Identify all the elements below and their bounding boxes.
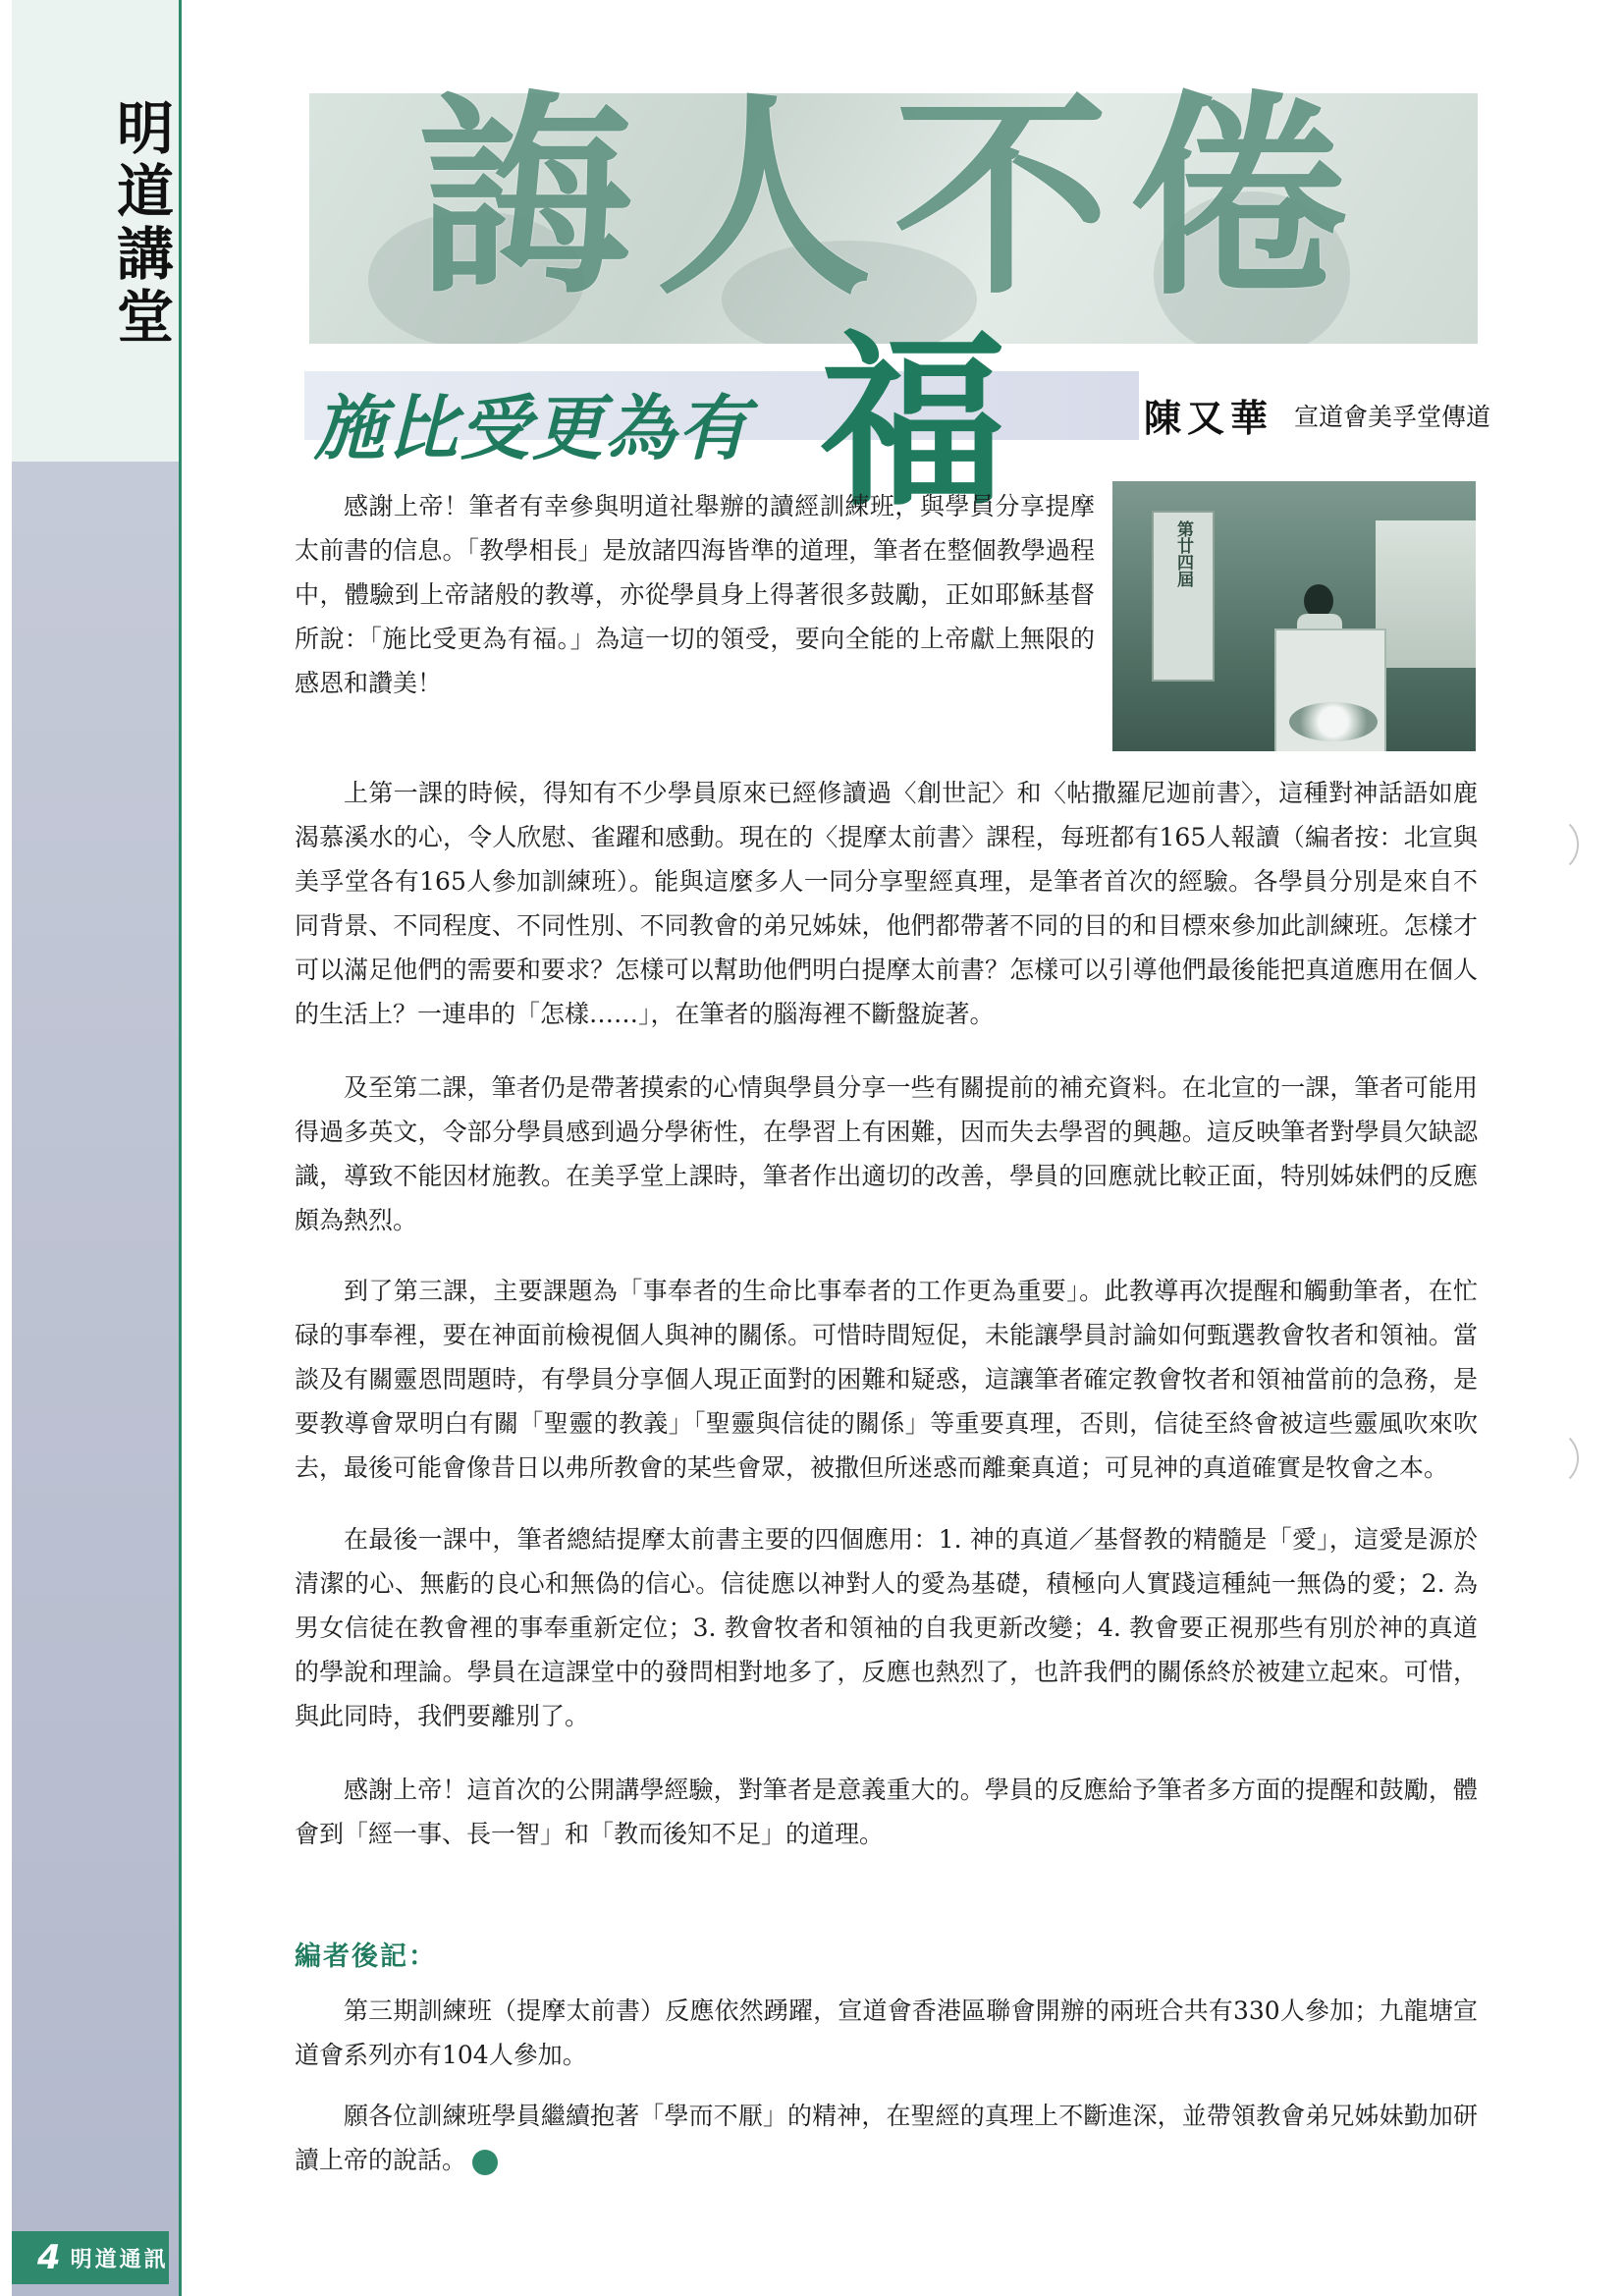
- article-subtitle-calligraphy: 福: [820, 312, 1007, 531]
- punch-hole-mark: [1520, 815, 1579, 874]
- punch-hole-mark: [1520, 1429, 1579, 1488]
- editor-note-paragraph: [295, 2094, 1478, 2182]
- footer-bar: [12, 2231, 169, 2284]
- editor-note-text: 願各位訓練班學員繼續抱著「學而不厭」的精神，在聖經的真理上不斷進深，並帶領教會弟兄姊妹勤加研讀上帝的說話。: [295, 2102, 1478, 2174]
- body-paragraph: 感謝上帝！這首次的公開講學經驗，對筆者是意義重大的。學員的反應給予筆者多方面的提醒和鼓勵，體會到「經一事、長一智」和「教而後知不足」的道理。: [295, 1776, 1478, 1848]
- speaker-figure: [1304, 584, 1333, 618]
- body-paragraph: 到了第三課，主要課題為「事奉者的生命比事奉者的工作更為重要」。此教導再次提醒和觸動筆者，在忙碌的事奉裡，要在神面前檢視個人與神的關係。可惜時間短促，未能讓學員討論如何甄選教會牧者和領袖。當談及有關靈恩問題時，有學員分享個人現正面對的困難和疑惑，這讓筆者確定教會牧者和領袖當前的急務，是要教導會眾明白有關「聖靈的教義」「聖靈與信徒的關係」等重要真理，否則，信徒至終會被這些靈風吹來吹去，最後可能會像昔日以弗所教會的某些會眾，被撒但所迷惑而離棄真道；可見神的真道確實是牧會之本。: [295, 1277, 1478, 1482]
- editor-note-heading: 編者後記：: [295, 1941, 437, 1972]
- sidebar-panel: [12, 462, 182, 2296]
- projection-screen: [1376, 520, 1476, 668]
- photo-banner-text: 第廿四屆: [1173, 520, 1193, 587]
- mingdao-logo-icon: [472, 2150, 498, 2175]
- body-paragraph: 上第一課的時候，得知有不少學員原來已經修讀過〈創世記〉和〈帖撒羅尼迦前書〉，這種對神話語如鹿渴慕溪水的心，令人欣慰、雀躍和感動。現在的〈提摩太前書〉課程，每班都有165人報讀（編者按：北宣與美孚堂各有165人參加訓練班）。能與這麼多人一同分享聖經真理，是筆者首次的經驗。各學員分別是來自不同背景、不同程度、不同性別、不同教會的弟兄姊妹，他們都帶著不同的目的和目標來參加此訓練班。怎樣才可以滿足他們的需要和要求？怎樣可以幫助他們明白提摩太前書？怎樣可以引導他們最後能把真道應用在個人的生活上？一連串的「怎樣……」，在筆者的腦海裡不斷盤旋著。: [295, 779, 1478, 1028]
- author-name: 陳又華: [1144, 396, 1274, 440]
- lecture-photo: [1112, 481, 1476, 751]
- body-paragraph: 及至第二課，筆者仍是帶著摸索的心情與學員分享一些有關提前的補充資料。在北宣的一課，筆者可能用得過多英文，令部分學員感到過分學術性，在學習上有困難，因而失去學習的興趣。這反映筆者對學員欠缺認識，導致不能因材施教。在美孚堂上課時，筆者作出適切的改善，學員的回應就比較正面，特別姊妹們的反應頗為熱烈。: [295, 1073, 1478, 1234]
- body-paragraph: 在最後一課中，筆者總結提摩太前書主要的四個應用：1. 神的真道／基督教的精髓是「愛」，這愛是源於清潔的心、無虧的良心和無偽的信心。信徒應以神對人的愛為基礎，積極向人實踐這種純一無偽的愛；2. 為男女信徒在教會裡的事奉重新定位；3. 教會牧者和領袖的自我更新改變；4. 教會要正視那些有別於神的真道的學說和理論。學員在這課堂中的發問相對地多了，反應也熱烈了，也許我們的關係終於被建立起來。可惜，與此同時，我們要離別了。: [295, 1525, 1478, 1730]
- article-title: 誨人不倦: [417, 73, 1369, 324]
- article-subtitle: 施比受更為有: [314, 387, 751, 469]
- flower-arrangement: [1289, 702, 1378, 741]
- photo-banner: [1152, 511, 1215, 682]
- section-title: 明道講堂: [107, 98, 174, 350]
- body-paragraph: 感謝上帝！筆者有幸參與明道社舉辦的讀經訓練班，與學員分享提摩太前書的信息。「教學相長」是放諸四海皆準的道理，筆者在整個教學過程中，體驗到上帝諸般的教導，亦從學員身上得著很多鼓勵，正如耶穌基督所說：「施比受更為有福。」為這一切的領受，要向全能的上帝獻上無限的感恩和讚美！: [295, 492, 1095, 697]
- publication-name: 明道通訊: [70, 2246, 169, 2272]
- editor-note-paragraph: 第三期訓練班（提摩太前書）反應依然踴躍，宣道會香港區聯會開辦的兩班合共有330人參加；九龍塘宣道會系列亦有104人參加。: [295, 1996, 1478, 2069]
- author-role: 宣道會美孚堂傳道: [1294, 403, 1491, 431]
- page-number: 4: [37, 2238, 61, 2277]
- page-edge: [0, 0, 12, 2296]
